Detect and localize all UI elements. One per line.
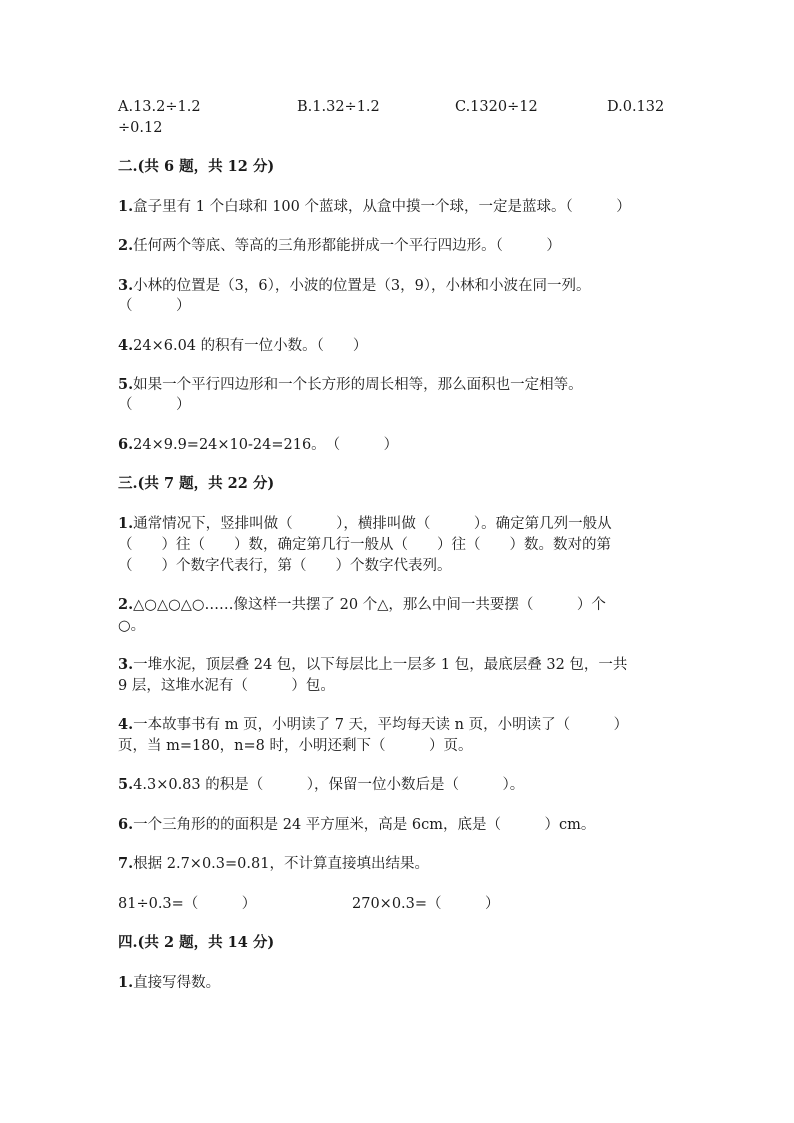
question-number: 3. bbox=[118, 277, 134, 294]
question-number: 7. bbox=[118, 855, 134, 872]
s3-question-7-item-b: 270×0.3=（ ） bbox=[352, 896, 500, 912]
question-text: 任何两个等底、等高的三角形都能拼成一个平行四边形。（ ） bbox=[133, 238, 561, 254]
question-text: 一个三角形的的面积是 24 平方厘米，高是 6cm，底是（ ）cm。 bbox=[133, 817, 596, 833]
question-number: 2. bbox=[118, 596, 134, 613]
s3-question-1-wrap-2: （ ）个数字代表行，第（ ）个数字代表列。 bbox=[118, 558, 452, 574]
question-text: 一本故事书有 m 页，小明读了 7 天，平均每天读 n 页，小明读了（ ） bbox=[133, 717, 629, 733]
s3-question-7 bbox=[118, 855, 429, 873]
question-text: 如果一个平行四边形和一个长方形的周长相等，那么面积也一定相等。 bbox=[133, 377, 583, 393]
section-2-heading: 二.(共 6 题，共 12 分) bbox=[118, 158, 275, 175]
question-text: 盒子里有 1 个白球和 100 个蓝球，从盒中摸一个球，一定是蓝球。（ ） bbox=[133, 199, 631, 215]
option-d: D.0.132 bbox=[607, 99, 665, 115]
question-number: 4. bbox=[118, 337, 134, 354]
question-number: 4. bbox=[118, 716, 134, 733]
s3-question-3 bbox=[118, 656, 627, 674]
question-number: 6. bbox=[118, 816, 134, 833]
s3-question-4-wrap: 页，当 m=180，n=8 时，小明还剩下（ ）页。 bbox=[118, 738, 473, 754]
option-c: C.1320÷12 bbox=[455, 99, 538, 115]
s4-question-1 bbox=[118, 974, 220, 992]
s2-question-3 bbox=[118, 277, 591, 295]
question-number: 1. bbox=[118, 515, 134, 532]
question-number: 1. bbox=[118, 198, 134, 215]
question-number: 5. bbox=[118, 776, 134, 793]
question-text: 小林的位置是（3，6），小波的位置是（3，9），小林和小波在同一列。 bbox=[133, 278, 591, 294]
question-number: 6. bbox=[118, 436, 134, 453]
s2-question-5-wrap: （ ） bbox=[118, 397, 191, 413]
question-number: 5. bbox=[118, 376, 134, 393]
s3-question-2 bbox=[118, 596, 606, 614]
question-number: 3. bbox=[118, 656, 134, 673]
question-text: △○△○△○……像这样一共摆了 20 个△，那么中间一共要摆（ ）个 bbox=[133, 597, 606, 613]
s2-question-2 bbox=[118, 237, 561, 255]
s3-question-1 bbox=[118, 515, 612, 533]
question-number: 1. bbox=[118, 974, 134, 991]
s3-question-7-item-a: 81÷0.3=（ ） bbox=[118, 896, 257, 912]
s2-question-5 bbox=[118, 376, 583, 394]
option-b: B.1.32÷1.2 bbox=[297, 99, 380, 115]
question-number: 2. bbox=[118, 237, 134, 254]
question-text: 4.3×0.83 的积是（ ），保留一位小数后是（ ）。 bbox=[133, 777, 525, 793]
section-3-heading: 三.(共 7 题，共 22 分) bbox=[118, 475, 275, 492]
s3-question-4 bbox=[118, 716, 628, 734]
option-a: A.13.2÷1.2 bbox=[118, 99, 201, 115]
s2-question-3-wrap: （ ） bbox=[118, 298, 191, 314]
question-text: 根据 2.7×0.3=0.81，不计算直接填出结果。 bbox=[133, 856, 429, 872]
s2-question-1 bbox=[118, 198, 631, 216]
question-text: 24×6.04 的积有一位小数。（ ） bbox=[133, 338, 368, 354]
s3-question-1-wrap-1: （ ）往（ ）数，确定第几行一般从（ ）往（ ）数。数对的第 bbox=[118, 537, 611, 553]
s2-question-6 bbox=[118, 436, 398, 454]
section-4-heading: 四.(共 2 题，共 14 分) bbox=[118, 934, 275, 951]
s3-question-5 bbox=[118, 776, 524, 794]
s3-question-2-wrap: ○。 bbox=[118, 618, 146, 634]
s3-question-3-wrap: 9 层，这堆水泥有（ ）包。 bbox=[118, 678, 335, 694]
option-d-wrap: ÷0.12 bbox=[118, 120, 163, 136]
question-text: 通常情况下，竖排叫做（ ），横排叫做（ ）。确定第几列一般从 bbox=[133, 516, 612, 532]
question-text: 直接写得数。 bbox=[133, 975, 221, 991]
question-text: 一堆水泥，顶层叠 24 包，以下每层比上一层多 1 包，最底层叠 32 包，一共 bbox=[133, 657, 628, 673]
s3-question-6 bbox=[118, 816, 595, 834]
s2-question-4 bbox=[118, 337, 367, 355]
question-text: 24×9.9=24×10-24=216。 （ ） bbox=[133, 437, 399, 453]
